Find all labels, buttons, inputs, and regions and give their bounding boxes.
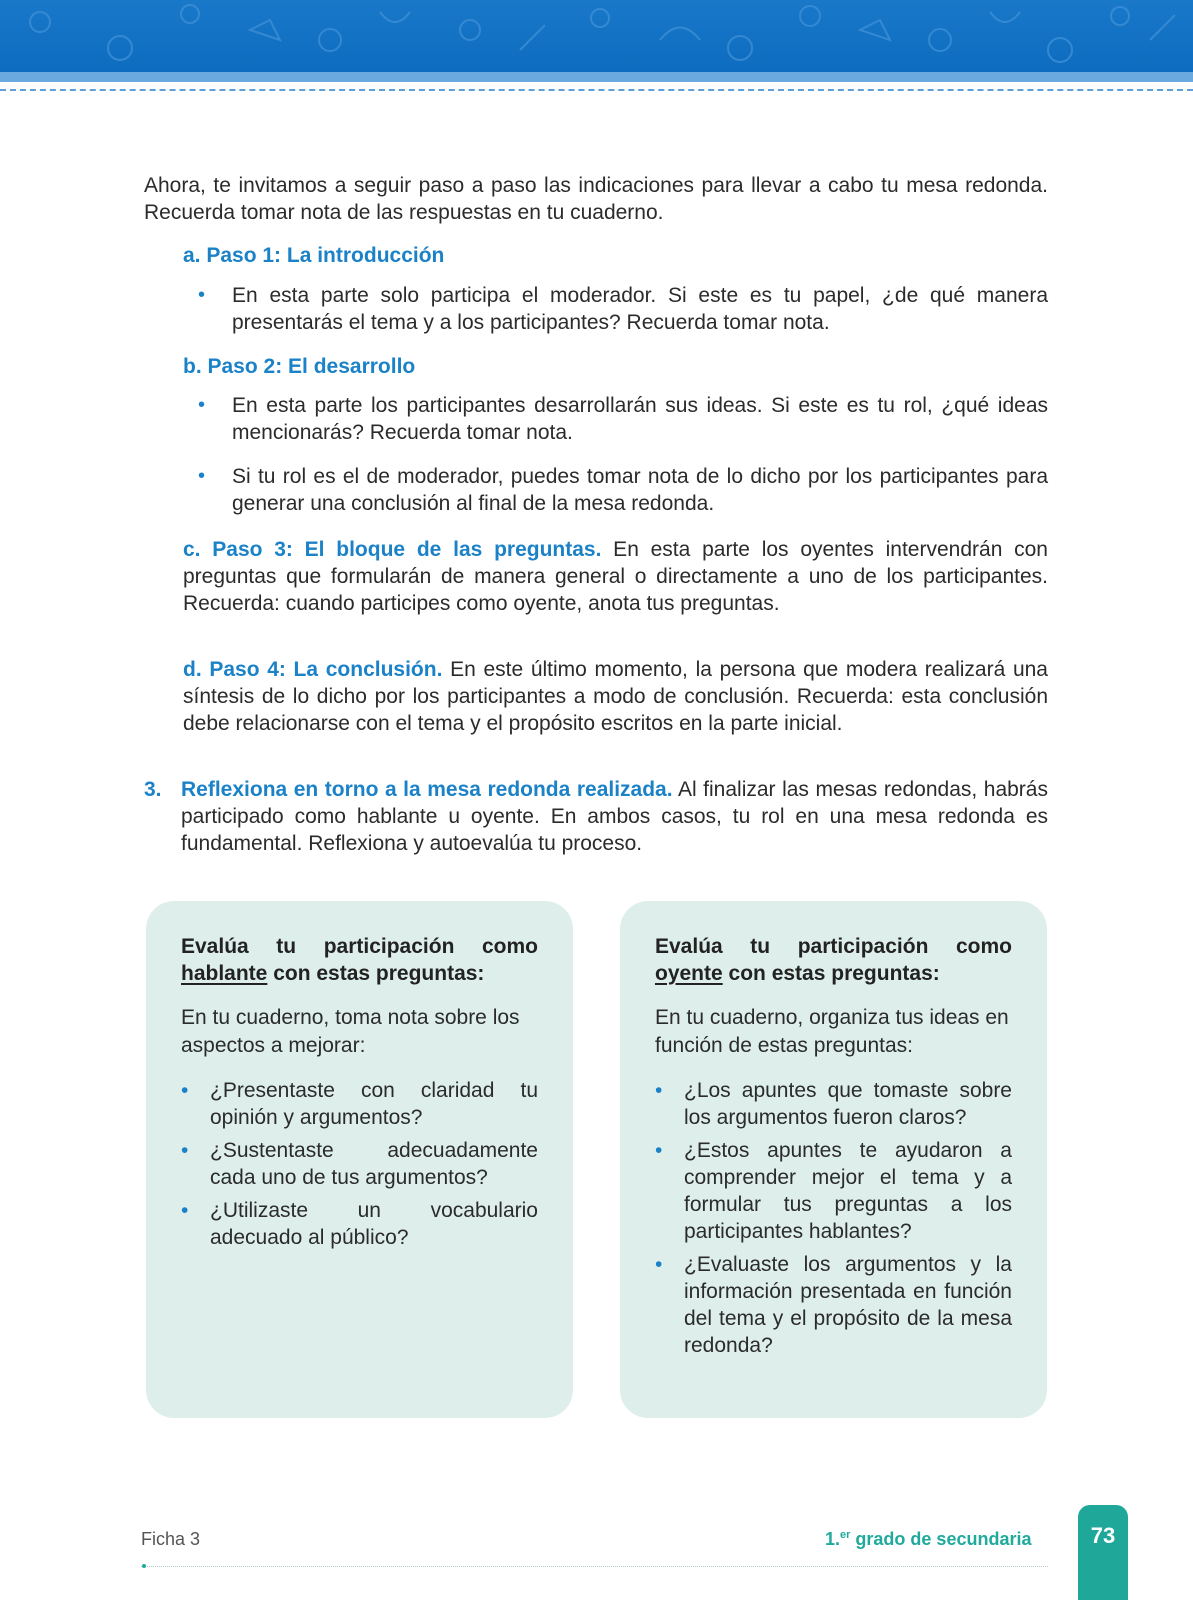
step-b-heading: b. Paso 2: El desarrollo	[183, 355, 416, 378]
question-text: ¿Presentaste con claridad tu opinión y argumentos?	[210, 1079, 538, 1129]
bullet-dot: •	[198, 284, 206, 306]
list-item	[655, 1077, 1012, 1131]
header-banner	[0, 0, 1193, 72]
bullet-dot: •	[198, 394, 206, 416]
speaker-card-intro: En tu cuaderno, toma nota sobre los aspectos a mejorar:	[181, 1006, 520, 1057]
bullet-dot: •	[655, 1139, 663, 1162]
item-3-text: Al finalizar las mesas redondas, habrás participado como hablante u oyente. En ambos casos, tu rol en una mesa redonda es fundamental. Reflexiona y autoevalúa tu proceso.	[181, 778, 1048, 855]
grade-ordinal: er	[840, 1529, 851, 1541]
bullet-dot: •	[181, 1079, 189, 1102]
grade-number: 1.	[825, 1529, 841, 1549]
page-number-tab	[1078, 1505, 1128, 1600]
item-3-paragraph	[181, 776, 1048, 857]
footer-worksheet-label: Ficha 3	[141, 1529, 201, 1549]
list-item	[181, 1197, 538, 1251]
step-d-heading: d. Paso 4: La conclusión.	[183, 658, 443, 681]
step-a-bullet-1: En esta parte solo participa el moderador. Si este es tu papel, ¿de qué manera presentarás el tema y a los participantes? Recuerda tomar nota.	[232, 284, 1048, 334]
role-underlined: oyente	[655, 962, 723, 985]
bullet-dot: •	[655, 1253, 663, 1276]
item-3-heading: Reflexiona en torno a la mesa redonda realizada.	[181, 778, 673, 801]
page-number: 73	[1090, 1523, 1116, 1548]
header-strip	[0, 72, 1193, 82]
title-text: con estas preguntas:	[722, 962, 940, 985]
bullet-dot: •	[181, 1199, 189, 1222]
list-item	[181, 1137, 538, 1191]
footer-dot	[142, 1564, 146, 1568]
step-b-bullet-1: En esta parte los participantes desarrollarán sus ideas. Si este es tu rol, ¿qué ideas mencionarás? Recuerda tomar nota.	[232, 394, 1048, 444]
role-underlined: hablante	[181, 962, 268, 985]
title-text: con estas preguntas:	[267, 962, 485, 985]
step-d-paragraph	[183, 656, 1048, 737]
title-text: Evalúa tu participación como	[655, 935, 1012, 958]
title-text: Evalúa tu participación como	[181, 935, 538, 958]
listener-card-title	[655, 933, 1012, 987]
intro-paragraph: Ahora, te invitamos a seguir paso a paso las indicaciones para llevar a cabo tu mesa redonda. Recuerda tomar nota de las respuestas en tu cuaderno.	[144, 174, 1048, 224]
question-text: ¿Evaluaste los argumentos y la información presentada en función del tema y el propósito de la mesa redonda?	[684, 1253, 1012, 1357]
step-a-heading: a. Paso 1: La introducción	[183, 244, 445, 267]
speaker-question-list	[181, 1077, 538, 1257]
step-c-heading: c. Paso 3: El bloque de las preguntas.	[183, 538, 602, 561]
step-b-bullet-2: Si tu rol es el de moderador, puedes tomar nota de lo dicho por los participantes para generar una conclusión al final de la mesa redonda.	[232, 465, 1048, 515]
step-d-text: En este último momento, la persona que modera realizará una síntesis de lo dicho por los participantes a modo de conclusión. Recuerda: esta conclusión debe relacionarse con el tema y el propósito escritos en la parte inicial.	[183, 658, 1048, 735]
question-text: ¿Estos apuntes te ayudaron a comprender mejor el tema y a formular tus preguntas a los participantes hablantes?	[684, 1139, 1012, 1243]
footer-divider	[141, 1566, 1048, 1567]
bullet-dot: •	[181, 1139, 189, 1162]
listener-card-intro: En tu cuaderno, organiza tus ideas en función de estas preguntas:	[655, 1006, 1009, 1057]
speaker-card-title	[181, 933, 538, 987]
list-item	[655, 1137, 1012, 1245]
bullet-dot: •	[198, 465, 206, 487]
speaker-evaluation-card	[146, 901, 573, 1418]
header-dashed-line	[0, 89, 1193, 91]
step-c-text: En esta parte los oyentes intervendrán con preguntas que formularán de manera general o directamente a uno de los participantes. Recuerda: cuando participes como oyente, anota tus preguntas.	[183, 538, 1048, 615]
item-3-number: 3.	[144, 778, 162, 801]
listener-question-list	[655, 1077, 1012, 1365]
footer-grade-label	[825, 1529, 1031, 1550]
listener-evaluation-card	[620, 901, 1047, 1418]
step-c-paragraph	[183, 536, 1048, 617]
list-item	[655, 1251, 1012, 1359]
grade-text: grado de secundaria	[850, 1529, 1032, 1549]
list-item	[181, 1077, 538, 1131]
question-text: ¿Los apuntes que tomaste sobre los argumentos fueron claros?	[684, 1079, 1012, 1129]
bullet-dot: •	[655, 1079, 663, 1102]
question-text: ¿Utilizaste un vocabulario adecuado al público?	[210, 1199, 538, 1249]
banner-doodles	[0, 0, 1193, 72]
question-text: ¿Sustentaste adecuadamente cada uno de tus argumentos?	[210, 1139, 538, 1189]
